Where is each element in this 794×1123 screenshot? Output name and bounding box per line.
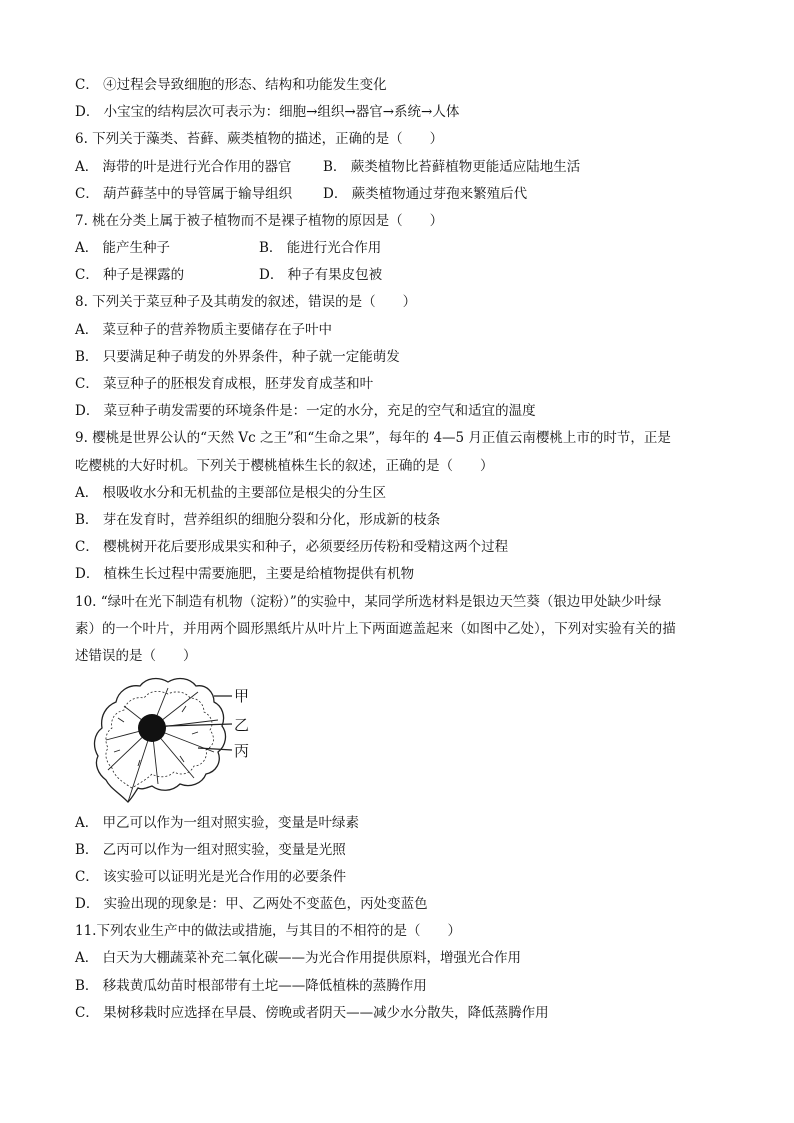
q9-stem-line1: 9. 樱桃是世界公认的“天然 Vc 之王”和“生命之果”，每年的 4—5 月正值云南樱桃上市的时节，正是 bbox=[75, 430, 671, 446]
leaf-diagram bbox=[88, 670, 258, 810]
q8-option-d: D． 菜豆种子萌发需要的环境条件是：一定的水分，充足的空气和适宜的温度 bbox=[75, 403, 536, 419]
q7-option-d: D． 种子有果皮包被 bbox=[259, 267, 383, 283]
q6-option-b: B． 蕨类植物比苔藓植物更能适应陆地生活 bbox=[323, 159, 581, 175]
q7-stem: 7. 桃在分类上属于被子植物而不是裸子植物的原因是（ ） bbox=[75, 213, 444, 229]
q10-stem-line1: 10. “绿叶在光下制造有机物（淀粉）”的实验中，某同学所选材料是银边天竺葵（银边甲处缺少叶绿 bbox=[75, 594, 662, 610]
q10-stem-line3: 述错误的是（ ） bbox=[75, 648, 197, 664]
q11-option-a: A． 白天为大棚蔬菜补充二氧化碳——为光合作用提供原料，增强光合作用 bbox=[75, 950, 522, 966]
q8-option-b: B． 只要满足种子萌发的外界条件，种子就一定能萌发 bbox=[75, 349, 400, 365]
q10-option-d: D． 实验出现的现象是：甲、乙两处不变蓝色，丙处变蓝色 bbox=[75, 896, 428, 912]
q9-option-d: D． 植株生长过程中需要施肥，主要是给植物提供有机物 bbox=[75, 566, 415, 582]
q7-option-c: C． 种子是裸露的 bbox=[75, 267, 185, 283]
q7-option-b: B． 能进行光合作用 bbox=[259, 240, 382, 256]
q9-option-a: A． 根吸收水分和无机盐的主要部位是根尖的分生区 bbox=[75, 485, 387, 501]
q11-stem: 11.下列农业生产中的做法或措施，与其目的不相符的是（ ） bbox=[75, 923, 461, 939]
label-yi: 乙 bbox=[234, 716, 250, 734]
q8-stem: 8. 下列关于菜豆种子及其萌发的叙述，错误的是（ ） bbox=[75, 294, 417, 310]
q9-stem-line2: 吃樱桃的大好时机。下列关于樱桃植株生长的叙述，正确的是（ ） bbox=[75, 458, 494, 474]
q5-option-c: C． ④过程会导致细胞的形态、结构和功能发生变化 bbox=[75, 77, 387, 93]
q8-option-a: A． 菜豆种子的营养物质主要储存在子叶中 bbox=[75, 322, 333, 338]
pointer-bing bbox=[198, 748, 232, 750]
q10-option-b: B． 乙丙可以作为一组对照实验，变量是光照 bbox=[75, 842, 346, 858]
q9-option-b: B． 芽在发育时，营养组织的细胞分裂和分化，形成新的枝条 bbox=[75, 512, 441, 528]
black-paper-disc bbox=[138, 714, 166, 742]
q10-option-a: A． 甲乙可以作为一组对照实验，变量是叶绿素 bbox=[75, 815, 360, 831]
q8-option-c: C． 菜豆种子的胚根发育成根，胚芽发育成茎和叶 bbox=[75, 376, 374, 392]
q11-option-b: B． 移栽黄瓜幼苗时根部带有土坨——降低植株的蒸腾作用 bbox=[75, 978, 427, 994]
q5-option-d: D． 小宝宝的结构层次可表示为：细胞→组织→器官→系统→人体 bbox=[75, 104, 460, 120]
q11-option-c: C． 果树移栽时应选择在早晨、傍晚或者阴天——减少水分散失，降低蒸腾作用 bbox=[75, 1005, 549, 1021]
label-bing: 丙 bbox=[234, 742, 250, 760]
q6-option-a: A． 海带的叶是进行光合作用的器官 bbox=[75, 159, 292, 175]
label-jia: 甲 bbox=[234, 687, 250, 705]
q9-option-c: C． 樱桃树开花后要形成果实和种子，必须要经历传粉和受精这两个过程 bbox=[75, 539, 509, 555]
q7-option-a: A． 能产生种子 bbox=[75, 240, 171, 256]
leaf-outline bbox=[95, 679, 226, 802]
q6-option-d: D． 蕨类植物通过芽孢来繁殖后代 bbox=[323, 186, 528, 202]
q10-stem-line2: 素）的一个叶片，并用两个圆形黑纸片从叶片上下两面遮盖起来（如图中乙处），下列对实验有关的描 bbox=[75, 621, 676, 637]
q10-option-c: C． 该实验可以证明光是光合作用的必要条件 bbox=[75, 869, 347, 885]
q6-stem: 6. 下列关于藻类、苔藓、蕨类植物的描述，正确的是（ ） bbox=[75, 131, 444, 147]
q6-option-c: C． 葫芦藓茎中的导管属于输导组织 bbox=[75, 186, 293, 202]
